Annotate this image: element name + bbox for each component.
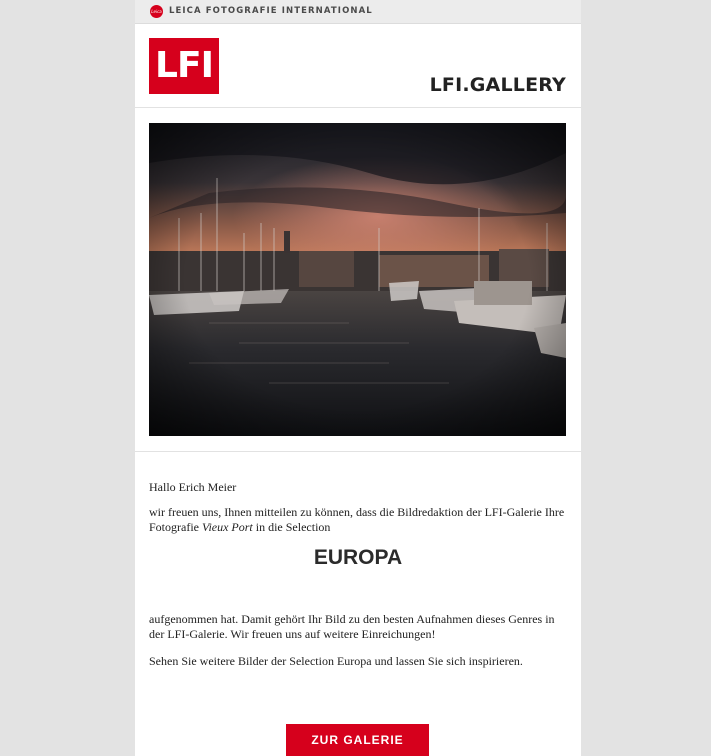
intro-tail: in die Selection: [252, 520, 331, 534]
accepted-paragraph: aufgenommen hat. Damit gehört Ihr Bild zu den besten Aufnahmen dieses Genres in der LFI-Galerie. Wir freuen uns auf weitere Einreichungen!: [149, 612, 555, 641]
email-container: [135, 0, 581, 756]
header-divider: [135, 107, 581, 108]
brand-strip: [135, 0, 581, 24]
gallery-title[interactable]: LFI.GALLERY: [429, 74, 566, 96]
harbor-photo-icon: [149, 123, 566, 436]
intro-paragraph: [149, 505, 569, 535]
photo-title: Vieux Port: [202, 520, 253, 534]
brand-strip-title: LEICA FOTOGRAFIE INTERNATIONAL: [169, 6, 373, 16]
inspiration-paragraph: Sehen Sie weitere Bilder der Selection Europa und lassen Sie sich inspirieren.: [149, 654, 523, 668]
photo-divider: [135, 451, 581, 452]
leica-logo-icon: Leica: [150, 5, 163, 18]
lfi-logo[interactable]: LFI: [149, 38, 219, 94]
intro-lead: wir freuen uns, Ihnen mitteilen zu können, dass die Bildredaktion der LFI-Galerie Ihre Fotografie: [149, 505, 565, 534]
gallery-button[interactable]: ZUR GALERIE: [286, 724, 429, 756]
selection-name: EUROPA: [313, 546, 403, 569]
greeting: Hallo Erich Meier: [149, 480, 237, 494]
featured-photo[interactable]: [149, 123, 566, 436]
